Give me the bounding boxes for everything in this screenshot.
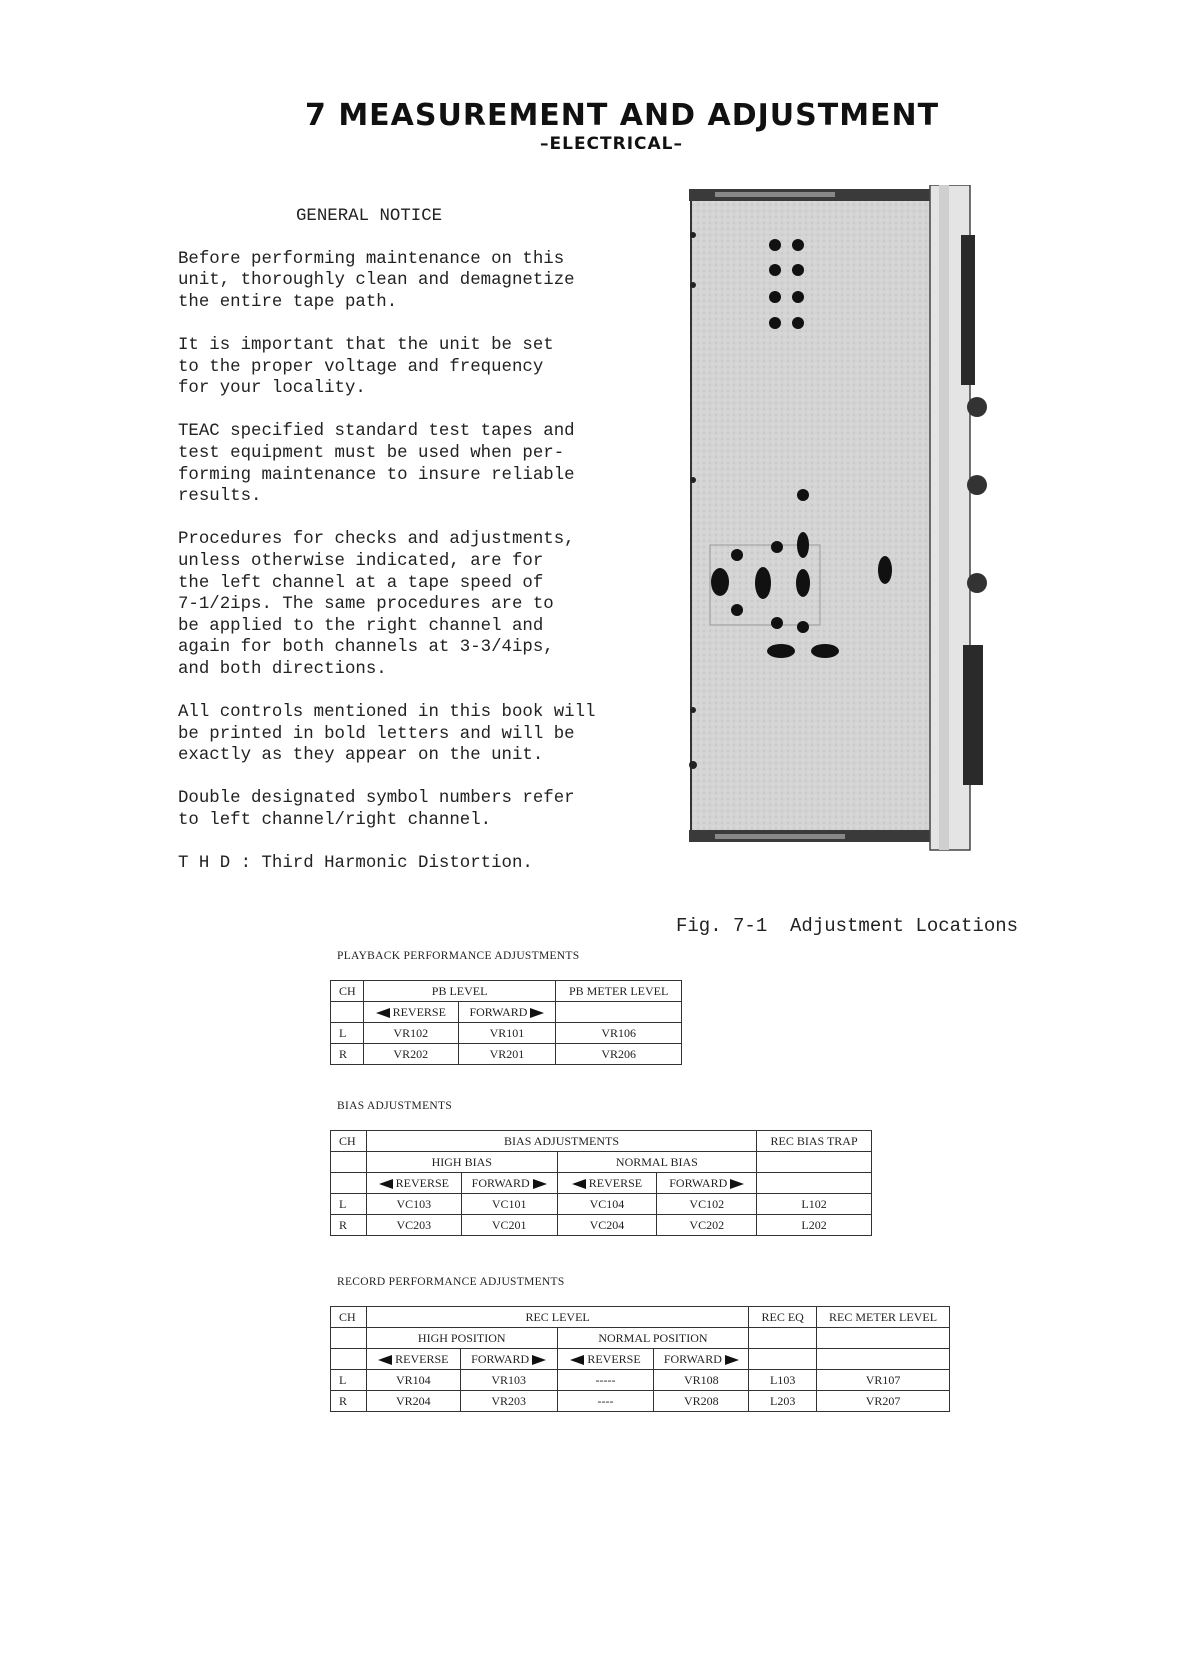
cell-normal-forward: VR208 [654,1391,749,1412]
table-row [331,1152,872,1173]
record-table-label: RECORD PERFORMANCE ADJUSTMENTS [337,1276,565,1288]
bias-table [330,1130,872,1236]
cell-normal-forward: VC102 [657,1194,757,1215]
cell-reverse: VR102 [363,1023,458,1044]
cell-ch: R [331,1391,367,1412]
header-forward: FORWARD [663,1351,722,1366]
table-row [331,1023,682,1044]
cell-meter: VR106 [556,1023,682,1044]
cell-normal-reverse: ---- [557,1391,654,1412]
cell-forward: VR101 [458,1023,556,1044]
cell-normal-reverse: VC104 [557,1194,657,1215]
cell-ch: L [331,1370,367,1391]
arrow-left-icon [376,1008,390,1018]
header-rec-eq: REC EQ [749,1307,817,1328]
cell-high-forward: VC101 [461,1194,557,1215]
notice-paragraph: TEAC specified standard test tapes and test equipment must be used when per- forming maintenance to insure reliable results. [178,422,575,507]
playback-table-label: PLAYBACK PERFORMANCE ADJUSTMENTS [337,950,580,962]
header-rec-meter-level: REC METER LEVEL [817,1307,950,1328]
table-row [331,1044,682,1065]
cell-ch: R [331,1044,364,1065]
page-title: 7 MEASUREMENT AND ADJUSTMENT [305,98,940,133]
cell-high-forward: VR203 [460,1391,557,1412]
cell-rec-meter: VR207 [817,1391,950,1412]
cell-meter: VR206 [556,1044,682,1065]
header-ch: CH [331,981,364,1002]
header-reverse: REVERSE [395,1351,449,1366]
table-row [331,1194,872,1215]
notice-paragraph: It is important that the unit be set to the proper voltage and frequency for your locality. [178,335,554,399]
table-row [331,1370,950,1391]
cell-ch: R [331,1215,367,1236]
table-row [331,981,682,1002]
cell-rec-eq: L203 [749,1391,817,1412]
adjustment-locations-photo [685,185,987,885]
notice-paragraph: Double designated symbol numbers refer to left channel/right channel. [178,789,575,831]
cell-rec-eq: L103 [749,1370,817,1391]
arrow-left-icon [570,1355,584,1365]
notice-paragraph: T H D : Third Harmonic Distortion. [178,854,533,874]
table-row [331,1173,872,1194]
notice-heading: GENERAL NOTICE [296,207,443,226]
cell-forward: VR201 [458,1044,556,1065]
cell-high-forward: VC201 [461,1215,557,1236]
header-reverse: REVERSE [588,1175,643,1190]
header-high-bias: HIGH BIAS [366,1152,557,1173]
arrow-left-icon [379,1179,393,1189]
table-row [331,1215,872,1236]
record-table [330,1306,950,1412]
header-reverse: REVERSE [587,1351,641,1366]
header-forward: FORWARD [669,1175,728,1190]
cell-high-reverse: VC203 [366,1215,461,1236]
arrow-right-icon [530,1008,544,1018]
general-notice [178,206,638,896]
cell-normal-reverse: VC204 [557,1215,657,1236]
cell-high-forward: VR103 [460,1370,557,1391]
cell-normal-reverse: ----- [557,1370,654,1391]
arrow-right-icon [730,1179,744,1189]
header-rec-level: REC LEVEL [366,1307,748,1328]
cell-normal-forward: VC202 [657,1215,757,1236]
cell-high-reverse: VC103 [366,1194,461,1215]
cell-reverse: VR202 [363,1044,458,1065]
header-rec-bias-trap: REC BIAS TRAP [757,1131,872,1152]
table-row [331,1349,950,1370]
header-reverse: REVERSE [395,1175,449,1190]
header-bias-adjustments: BIAS ADJUSTMENTS [366,1131,756,1152]
header-normal-position: NORMAL POSITION [557,1328,749,1349]
table-row [331,1131,872,1152]
header-normal-bias: NORMAL BIAS [557,1152,757,1173]
table-row [331,1002,682,1023]
page-subtitle: –ELECTRICAL– [540,134,684,154]
header-reverse: REVERSE [392,1004,446,1019]
header-forward: FORWARD [471,1175,530,1190]
header-pb-level: PB LEVEL [363,981,555,1002]
header-ch: CH [331,1307,367,1328]
header-forward: FORWARD [469,1004,528,1019]
arrow-left-icon [378,1355,392,1365]
cell-trap: L102 [757,1194,872,1215]
header-pb-meter-level: PB METER LEVEL [556,981,682,1002]
table-row [331,1391,950,1412]
header-high-position: HIGH POSITION [366,1328,557,1349]
figure-caption: Fig. 7-1 Adjustment Locations [676,915,1019,937]
arrow-right-icon [533,1179,547,1189]
cell-high-reverse: VR104 [366,1370,460,1391]
table-row [331,1328,950,1349]
header-ch: CH [331,1131,367,1152]
cell-trap: L202 [757,1215,872,1236]
arrow-right-icon [532,1355,546,1365]
cell-ch: L [331,1194,367,1215]
notice-paragraph: Procedures for checks and adjustments, unless otherwise indicated, are for the left channel at a tape speed of 7-1/2ips. The same procedures are to be applied to the right channel and again for both channels at 3-3/4ips, and both directions. [178,530,575,679]
cell-high-reverse: VR204 [366,1391,460,1412]
cell-normal-forward: VR108 [654,1370,749,1391]
cell-rec-meter: VR107 [817,1370,950,1391]
arrow-right-icon [725,1355,739,1365]
header-forward: FORWARD [471,1351,530,1366]
arrow-left-icon [572,1179,586,1189]
cell-ch: L [331,1023,364,1044]
notice-paragraph: Before performing maintenance on this unit, thoroughly clean and demagnetize the entire tape path. [178,249,575,312]
table-row [331,1307,950,1328]
playback-table [330,980,682,1065]
notice-paragraph: All controls mentioned in this book will be printed in bold letters and will be exactly as they appear on the unit. [178,703,596,766]
bias-table-label: BIAS ADJUSTMENTS [337,1100,453,1112]
